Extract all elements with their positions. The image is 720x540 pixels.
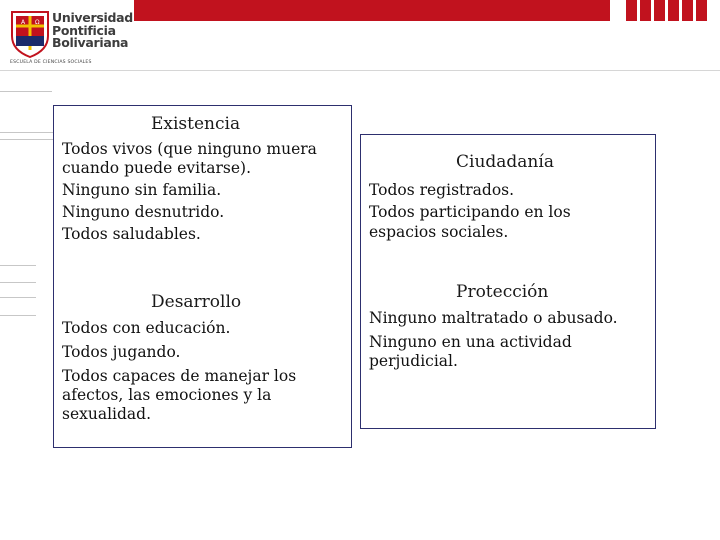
red-block bbox=[640, 0, 651, 21]
red-block bbox=[626, 0, 637, 21]
list-item: Todos registrados. bbox=[369, 181, 515, 199]
list-item: Ninguno maltratado o abusado. bbox=[369, 309, 618, 327]
decorative-line bbox=[0, 315, 36, 316]
university-name-line-3: Bolivariana bbox=[52, 35, 129, 50]
desarrollo-list bbox=[62, 319, 296, 424]
university-shield-icon bbox=[10, 10, 50, 58]
desarrollo-title: Desarrollo bbox=[151, 292, 242, 312]
university-logo bbox=[10, 10, 133, 68]
header-divider bbox=[0, 70, 720, 71]
list-item: cuando puede evitarse). bbox=[62, 159, 252, 177]
shield-letter-alpha: A bbox=[21, 19, 26, 26]
list-item: Todos vivos (que ninguno muera bbox=[62, 140, 317, 158]
list-item: Todos jugando. bbox=[62, 343, 181, 361]
proteccion-title: Protección bbox=[456, 282, 549, 302]
red-block bbox=[682, 0, 693, 21]
existencia-title: Existencia bbox=[151, 114, 241, 134]
list-item: Ninguno sin familia. bbox=[62, 181, 222, 199]
decorative-line bbox=[0, 282, 36, 283]
red-block bbox=[668, 0, 679, 21]
list-item: Ninguno desnutrido. bbox=[62, 203, 225, 221]
list-item: Todos con educación. bbox=[62, 319, 231, 337]
shield-letter-omega: Ω bbox=[35, 19, 40, 26]
list-item: afectos, las emociones y la bbox=[62, 386, 272, 404]
proteccion-list bbox=[369, 309, 618, 371]
list-item: perjudicial. bbox=[369, 352, 458, 370]
ciudadania-title: Ciudadanía bbox=[456, 152, 554, 172]
red-block bbox=[654, 0, 665, 21]
list-item: Todos participando en los bbox=[369, 203, 571, 221]
decorative-line bbox=[0, 91, 52, 92]
university-name-line-1: Universidad bbox=[52, 10, 133, 25]
decorative-line bbox=[0, 297, 36, 298]
list-item: sexualidad. bbox=[62, 405, 152, 423]
red-block bbox=[696, 0, 707, 21]
list-item: espacios sociales. bbox=[369, 223, 509, 241]
university-name bbox=[52, 12, 133, 50]
list-item: Ninguno en una actividad bbox=[369, 333, 572, 351]
existencia-list bbox=[62, 140, 317, 244]
list-item: Todos capaces de manejar los bbox=[62, 367, 297, 385]
decorative-line bbox=[0, 265, 36, 266]
list-item: Todos saludables. bbox=[62, 225, 201, 243]
header-red-bar bbox=[134, 0, 610, 21]
school-name: ESCUELA DE CIENCIAS SOCIALES bbox=[10, 60, 92, 65]
university-name-line-2: Pontificia bbox=[52, 22, 116, 38]
ciudadania-list bbox=[369, 179, 571, 242]
